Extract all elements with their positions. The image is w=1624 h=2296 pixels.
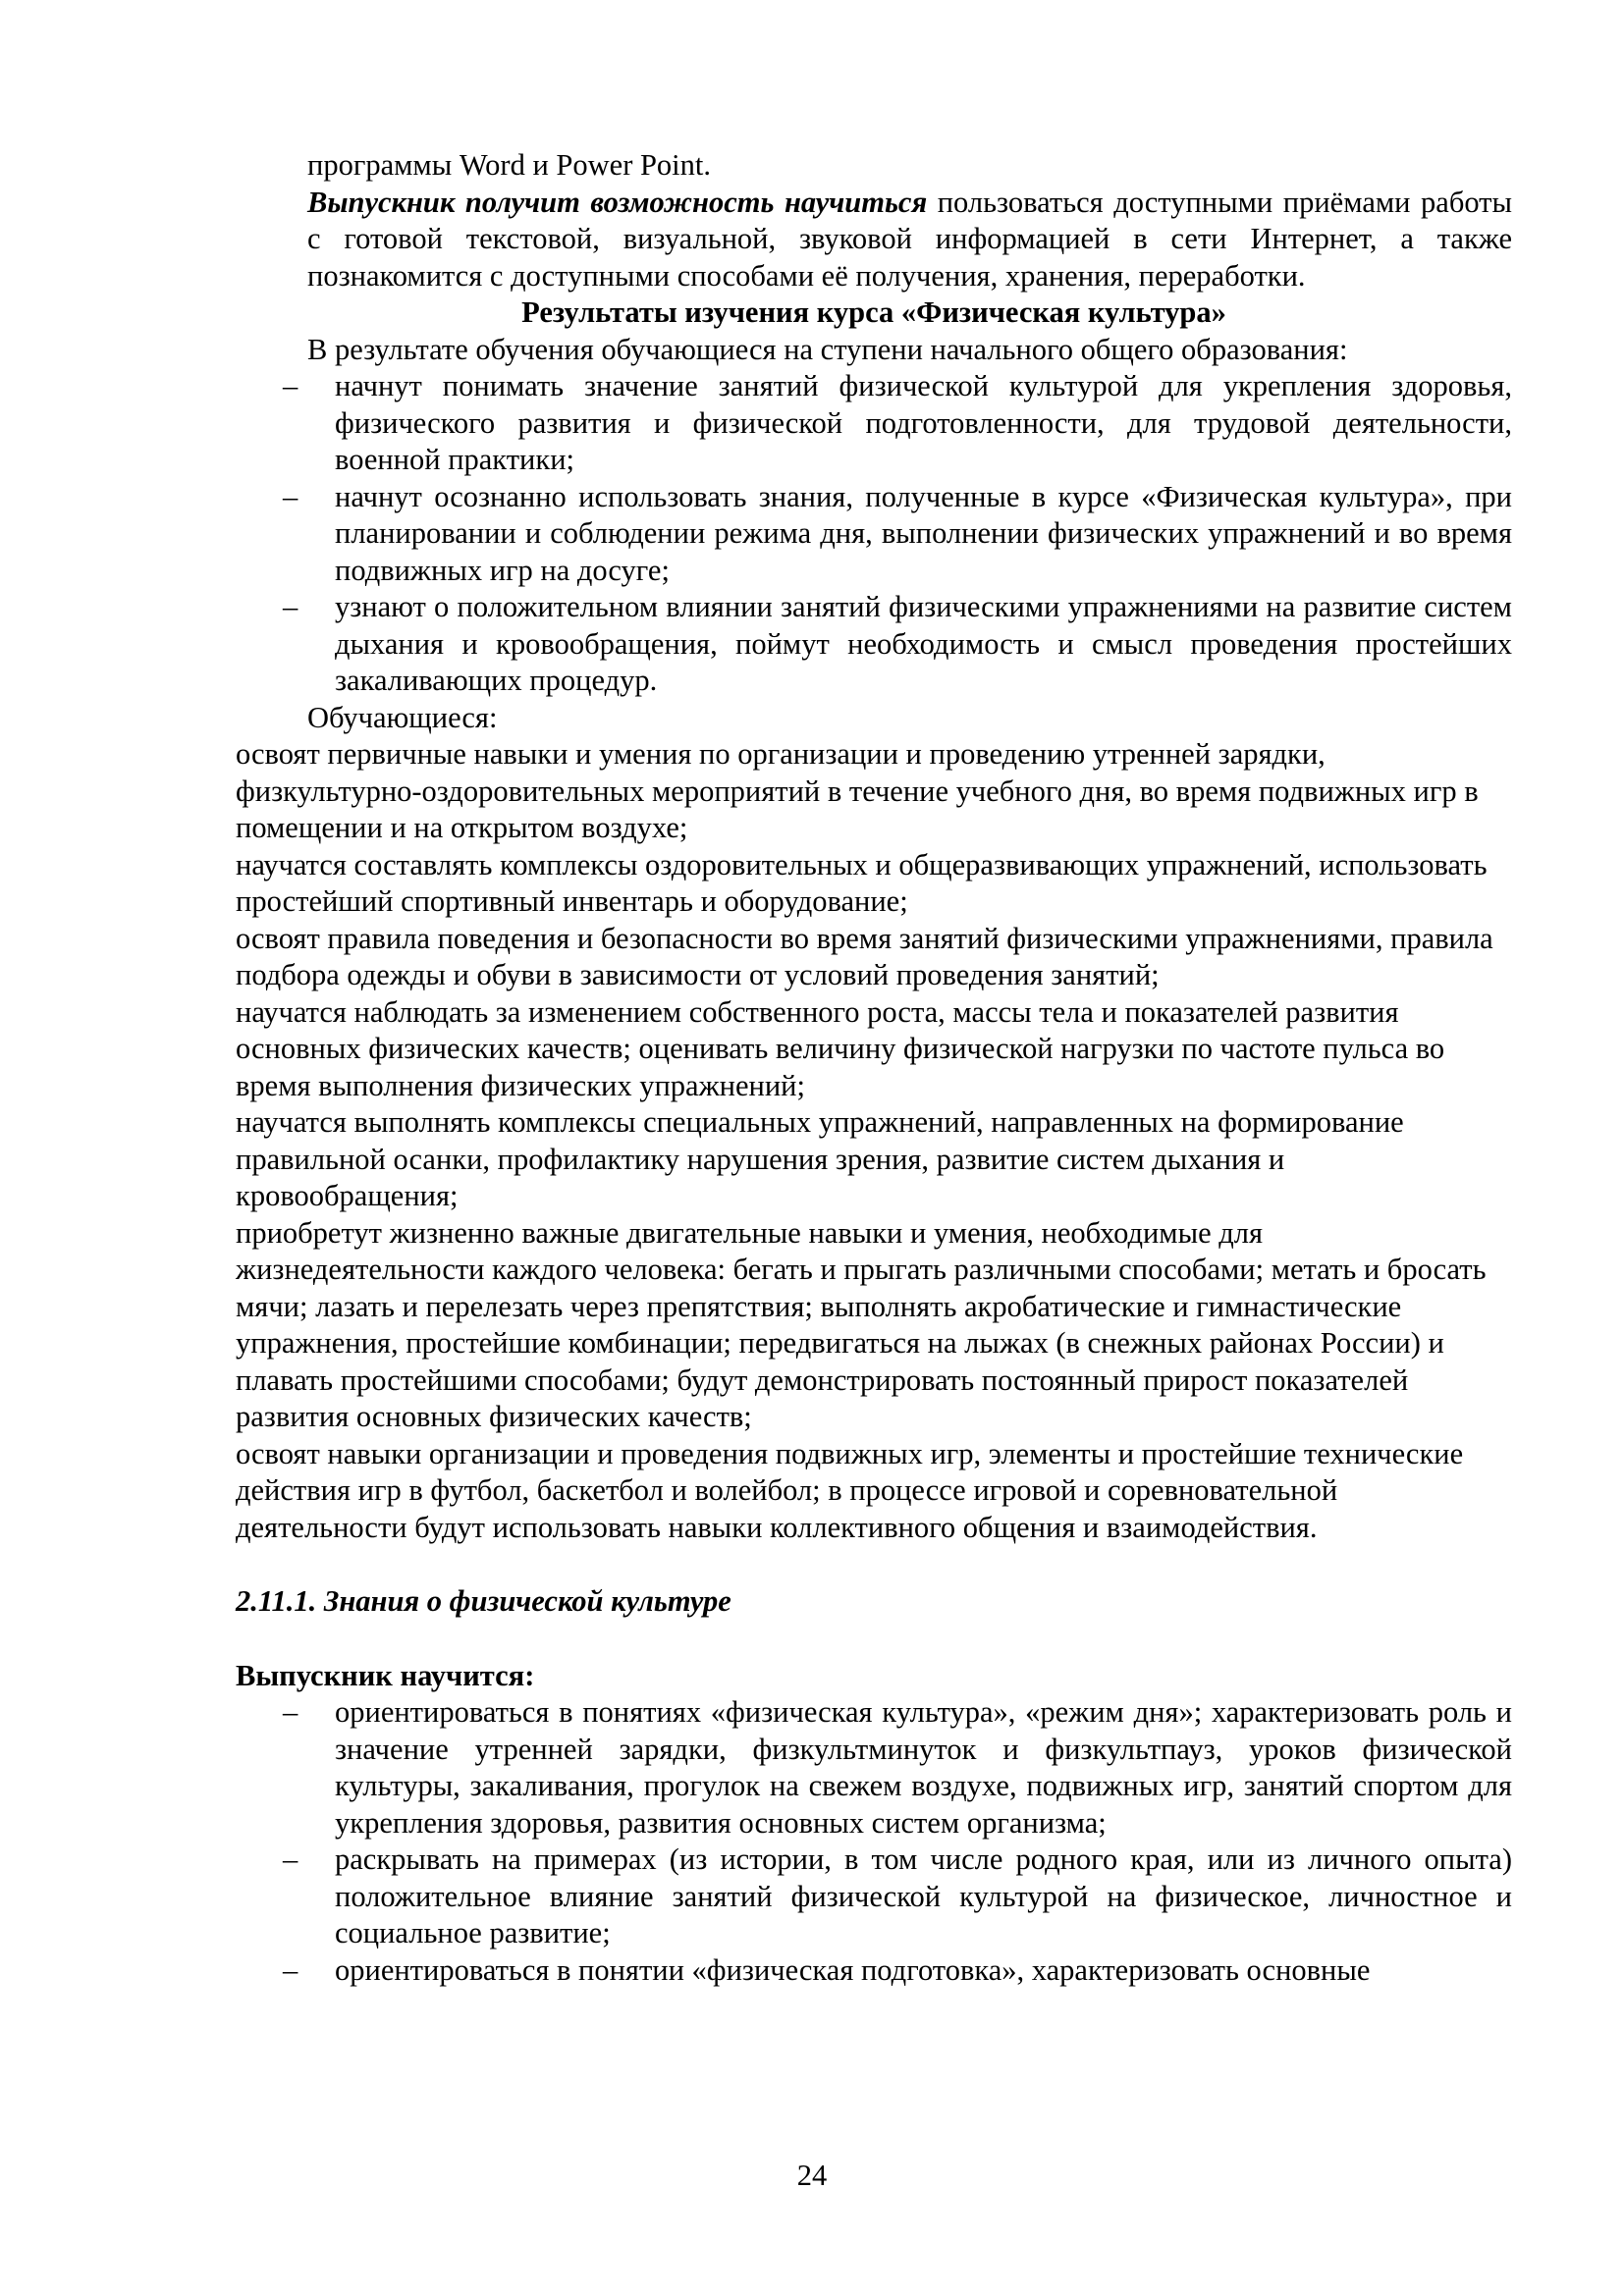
students-item: освоят навыки организации и проведения подвижных игр, элементы и простейшие технические действия игр в футбол, баскетбол и волейбол; в процессе игровой и соревновательной деятельности будут использовать навыки коллективного общения и взаимодействия. [236,1436,1464,1544]
results-bullet-list [236,368,1512,700]
students-item: научатся наблюдать за изменением собственного роста, массы тела и показателей развития основных физических качеств; оценивать величину физической нагрузки по частоте пульса во время выполнения физических упражнений; [236,994,1445,1102]
dash-marker: – [283,1952,298,1987]
dash-marker: – [283,1842,298,1876]
dash-marker: – [283,590,298,623]
section-bullet-text: ориентироваться в понятии «физическая подготовка», характеризовать основные [335,1952,1371,1987]
section-bullet [236,1952,1512,1990]
opportunity-lead: Выпускник получит возможность научиться [307,185,928,219]
section-bullet-list [236,1694,1512,1989]
results-bullet-text: узнают о положительном влиянии занятий физическими упражнениями на развитие систем дыхания и кровообращения, поймут необходимость и смысл проведения простейших закаливающих процедур. [335,590,1512,697]
students-item: освоят правила поведения и безопасности во время занятий физическими упражнениями, правила подбора одежды и обуви в зависимости от условий проведения занятий; [236,921,1493,991]
dash-marker: – [283,369,298,402]
results-bullet-text: начнут осознанно использовать знания, полученные в курсе «Физическая культура», при планировании и соблюдении режима дня, выполнении физических упражнений и во время подвижных игр на досуге; [335,479,1512,587]
results-intro: В результате обучения обучающиеся на ступени начального общего образования: [307,332,1348,366]
results-heading: Результаты изучения курса «Физическая культура» [521,295,1226,329]
results-bullet [236,368,1512,479]
section-bullet-text: раскрывать на примерах (из истории, в том числе родного края, или из личного опыта) положительное влияние занятий физической культурой на физическое, личностное и социальное развитие; [335,1842,1512,1949]
page-content [236,147,1512,1989]
section-bullet-text: ориентироваться в понятиях «физическая культура», «режим дня»; характеризовать роль и значение утренней зарядки, физкультминуток и физкультпауз, уроков физической культуры, закаливания, прогулок на свежем воздухе, подвижных игр, занятий спортом для укрепления здоровья, развития основных систем организма; [335,1695,1512,1840]
continuation-line: программы Word и Power Point. [307,148,712,182]
students-item: освоят первичные навыки и умения по организации и проведению утренней зарядки, физкультурно-оздоровительных мероприятий в течение учебного дня, во время подвижных игр в помещении и на открытом воздухе; [236,737,1479,844]
opportunity-text: пользоваться доступными приёмами работы с готовой текстовой, визуальной, звуковой информацией в сети Интернет, а также познакомится с доступными способами её получения, хранения, переработки. [307,185,1512,293]
section-title: 2.11.1. Знания о физической культуре [236,1584,731,1618]
dash-marker: – [283,1695,298,1729]
students-item: научатся составлять комплексы оздоровительных и общеразвивающих упражнений, использовать простейший спортивный инвентарь и оборудование; [236,847,1488,918]
learn-label: Выпускник научится: [236,1658,535,1692]
students-item: научатся выполнять комплексы специальных упражнений, направленных на формирование правильной осанки, профилактику нарушения зрения, развитие систем дыхания и кровообращения; [236,1105,1404,1212]
dash-marker: – [283,479,298,513]
results-bullet-text: начнут понимать значение занятий физической культурой для укрепления здоровья, физического развития и физической подготовленности, для трудовой деятельности, военной практики; [335,369,1512,476]
opportunity-paragraph [236,185,1512,295]
results-bullet [236,589,1512,700]
section-bullet [236,1694,1512,1842]
students-item: приобретут жизненно важные двигательные навыки и умения, необходимые для жизнедеятельности каждого человека: бегать и прыгать различными способами; метать и бросать мячи; лазать и перелезать через препятствия; выполнять акробатические и гимнастические упражнения, простейшие комбинации; передвигаться на лыжах (в снежных районах России) и плавать простейшими способами; будут демонстрировать постоянный прирост показателей развития основных физических качеств; [236,1215,1487,1433]
spacer [236,1546,1512,1583]
page-number: 24 [796,2159,828,2192]
results-bullet [236,479,1512,590]
section-bullet [236,1842,1512,1952]
students-label: Обучающиеся: [307,700,498,734]
spacer [236,1621,1512,1658]
